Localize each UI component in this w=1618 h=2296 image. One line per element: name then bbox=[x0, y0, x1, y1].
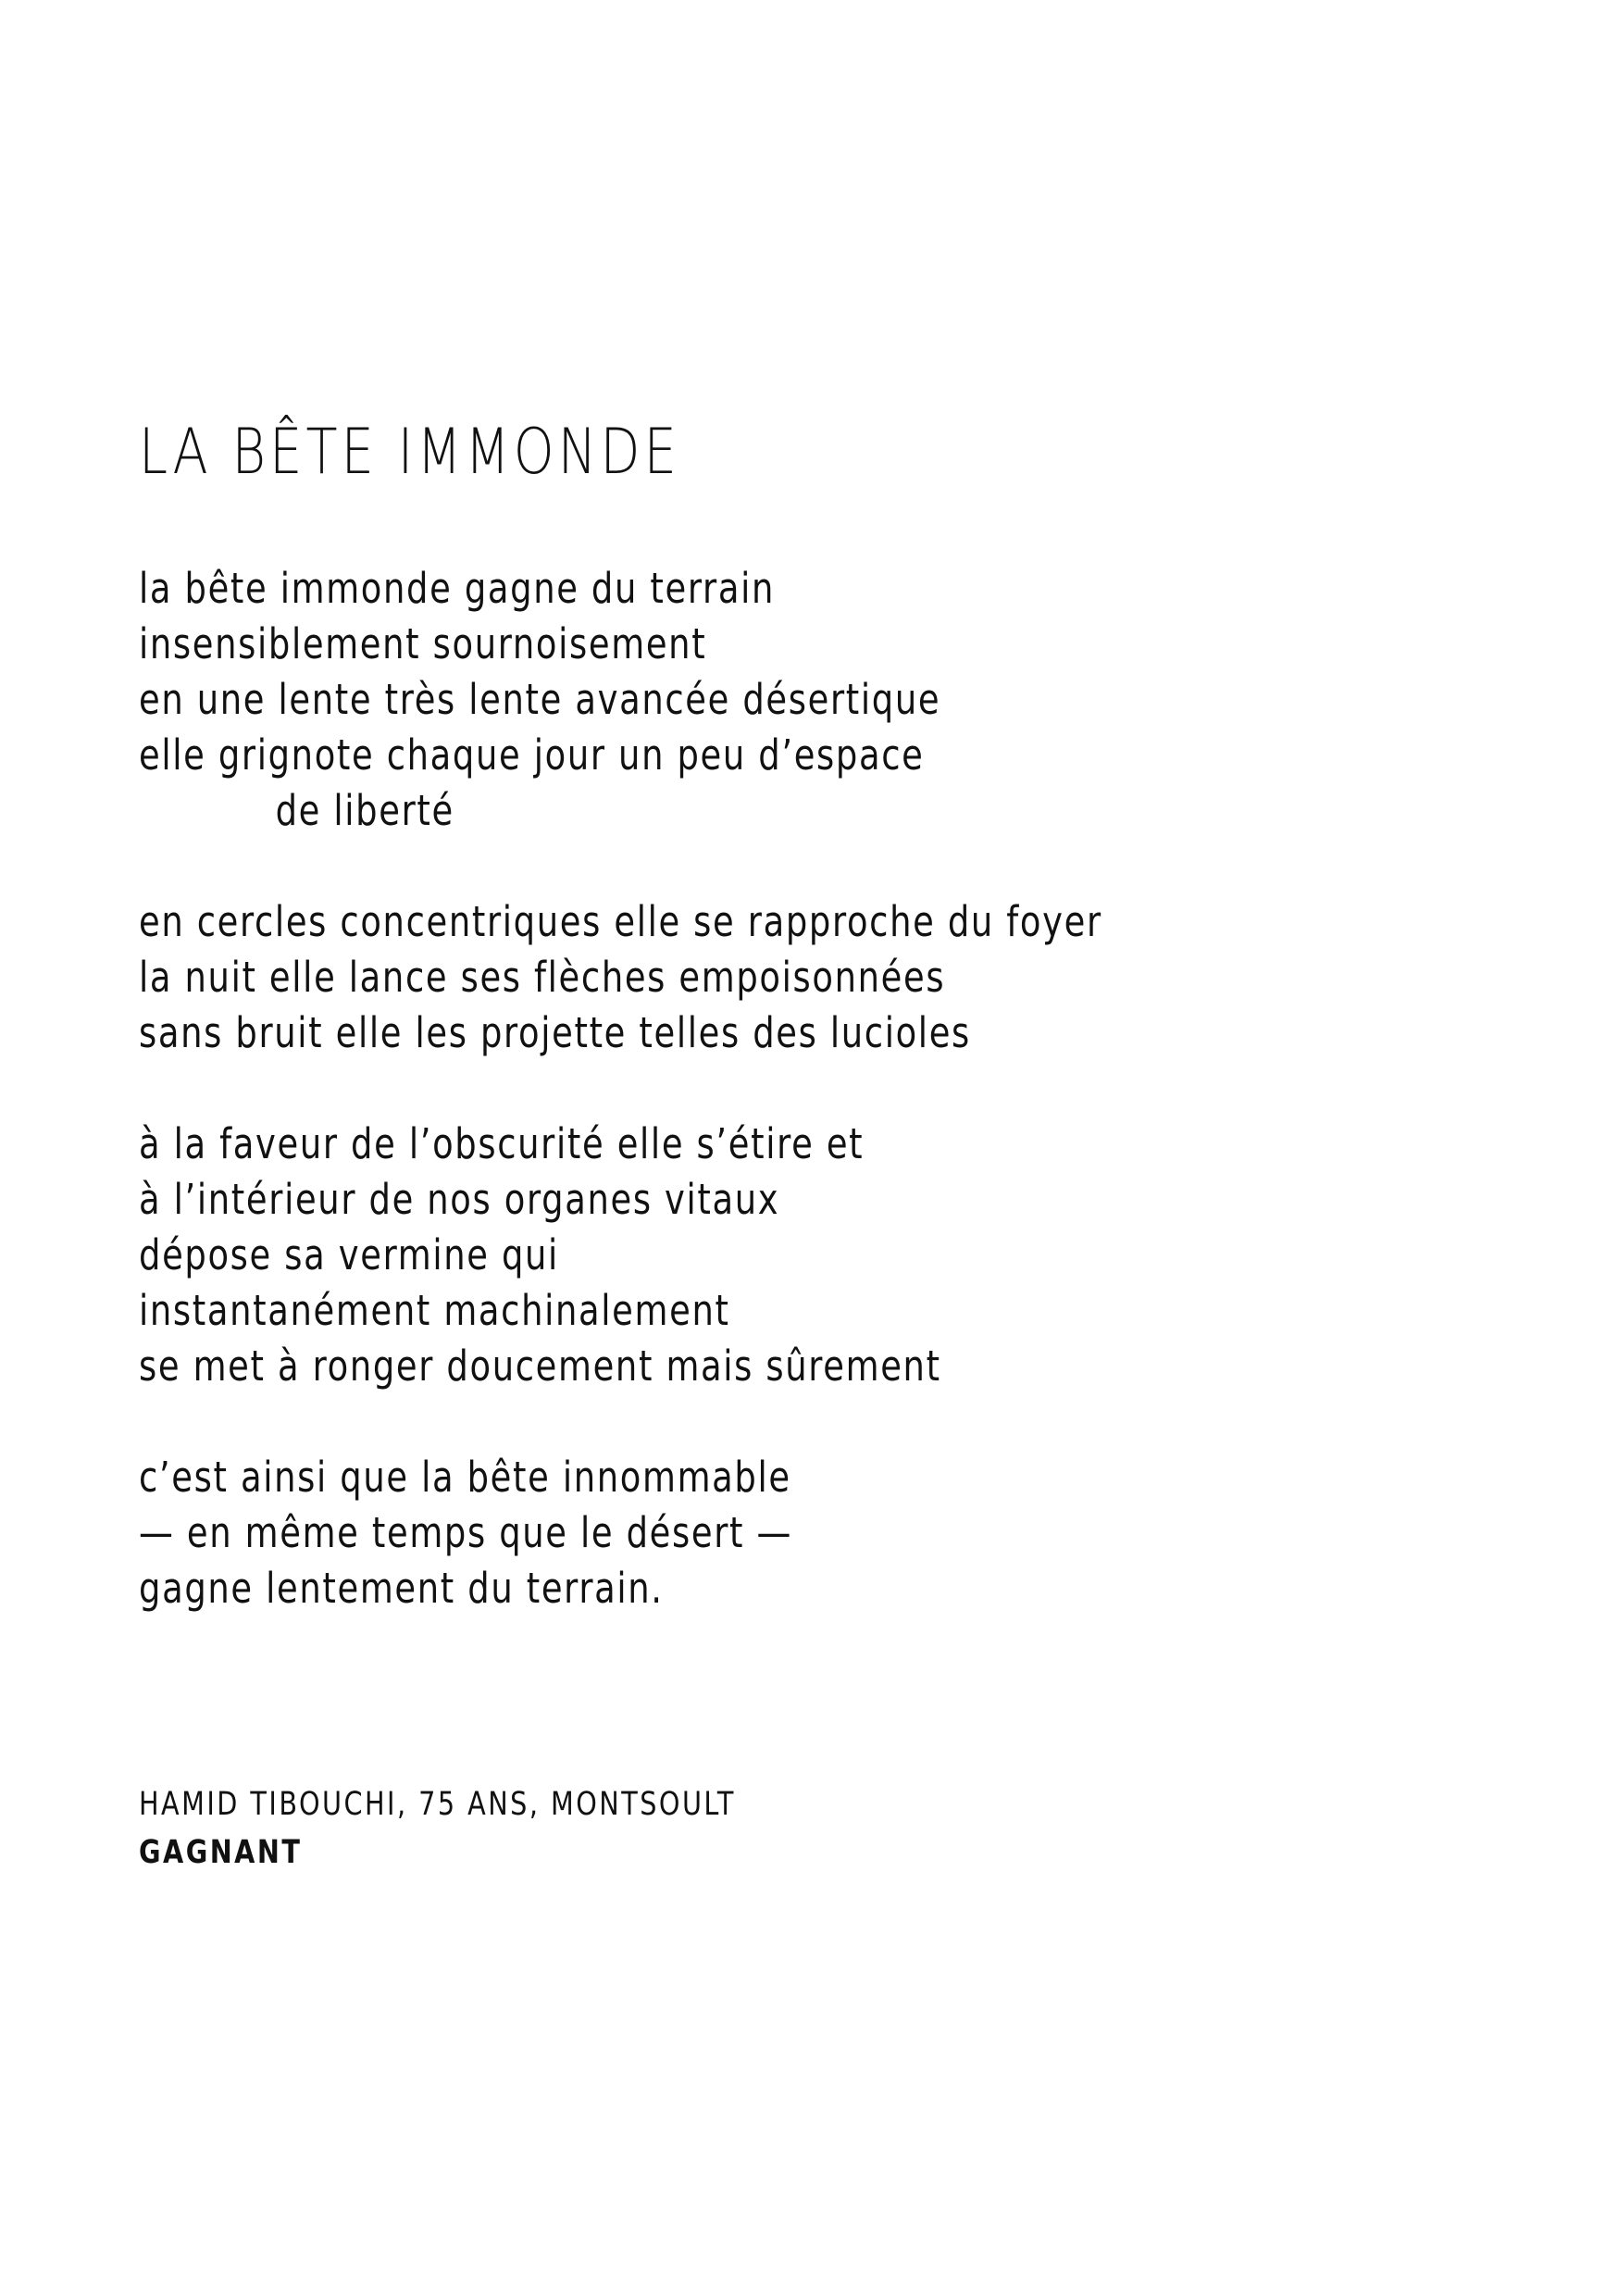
poem-line: se met à ronger doucement mais sûrement bbox=[139, 1341, 941, 1391]
byline bbox=[139, 1780, 866, 1877]
author-credit: HAMID TIBOUCHI, 75 ANS, MONTSOULT bbox=[139, 1786, 736, 1823]
poem-line: la bête immonde gagne du terrain bbox=[139, 564, 775, 613]
poem-line: c’est ainsi que la bête innommable bbox=[139, 1453, 791, 1502]
stanza-4 bbox=[139, 1450, 1527, 1616]
poem-line: la nuit elle lance ses flèches empoisonnées bbox=[139, 953, 946, 1002]
poem-body bbox=[139, 561, 1527, 1672]
award-status: GAGNANT bbox=[139, 1834, 303, 1871]
stanza-3 bbox=[139, 1117, 1527, 1394]
poem-line: à l’intérieur de nos organes vitaux bbox=[139, 1175, 780, 1224]
poem-line: elle grignote chaque jour un peu d’espace bbox=[139, 730, 925, 780]
poem-line: — en même temps que le désert — bbox=[139, 1508, 793, 1557]
poem-line: en cercles concentriques elle se rapproche du foyer bbox=[139, 897, 1102, 946]
stanza-2 bbox=[139, 894, 1527, 1061]
poem-line: en une lente très lente avancée désertique bbox=[139, 675, 941, 724]
poem-line: sans bruit elle les projette telles des lucioles bbox=[139, 1008, 971, 1057]
poem-line: gagne lentement du terrain. bbox=[139, 1564, 664, 1613]
poem-line: dépose sa vermine qui bbox=[139, 1230, 559, 1279]
poem-line: instantanément machinalement bbox=[139, 1286, 730, 1335]
poem-line-indented: de liberté bbox=[275, 786, 454, 835]
poem-title: LA BÊTE IMMONDE bbox=[139, 416, 680, 489]
stanza-1 bbox=[139, 561, 1527, 839]
poem-line: insensiblement sournoisement bbox=[139, 619, 707, 668]
poem-line: à la faveur de l’obscurité elle s’étire et bbox=[139, 1119, 865, 1168]
